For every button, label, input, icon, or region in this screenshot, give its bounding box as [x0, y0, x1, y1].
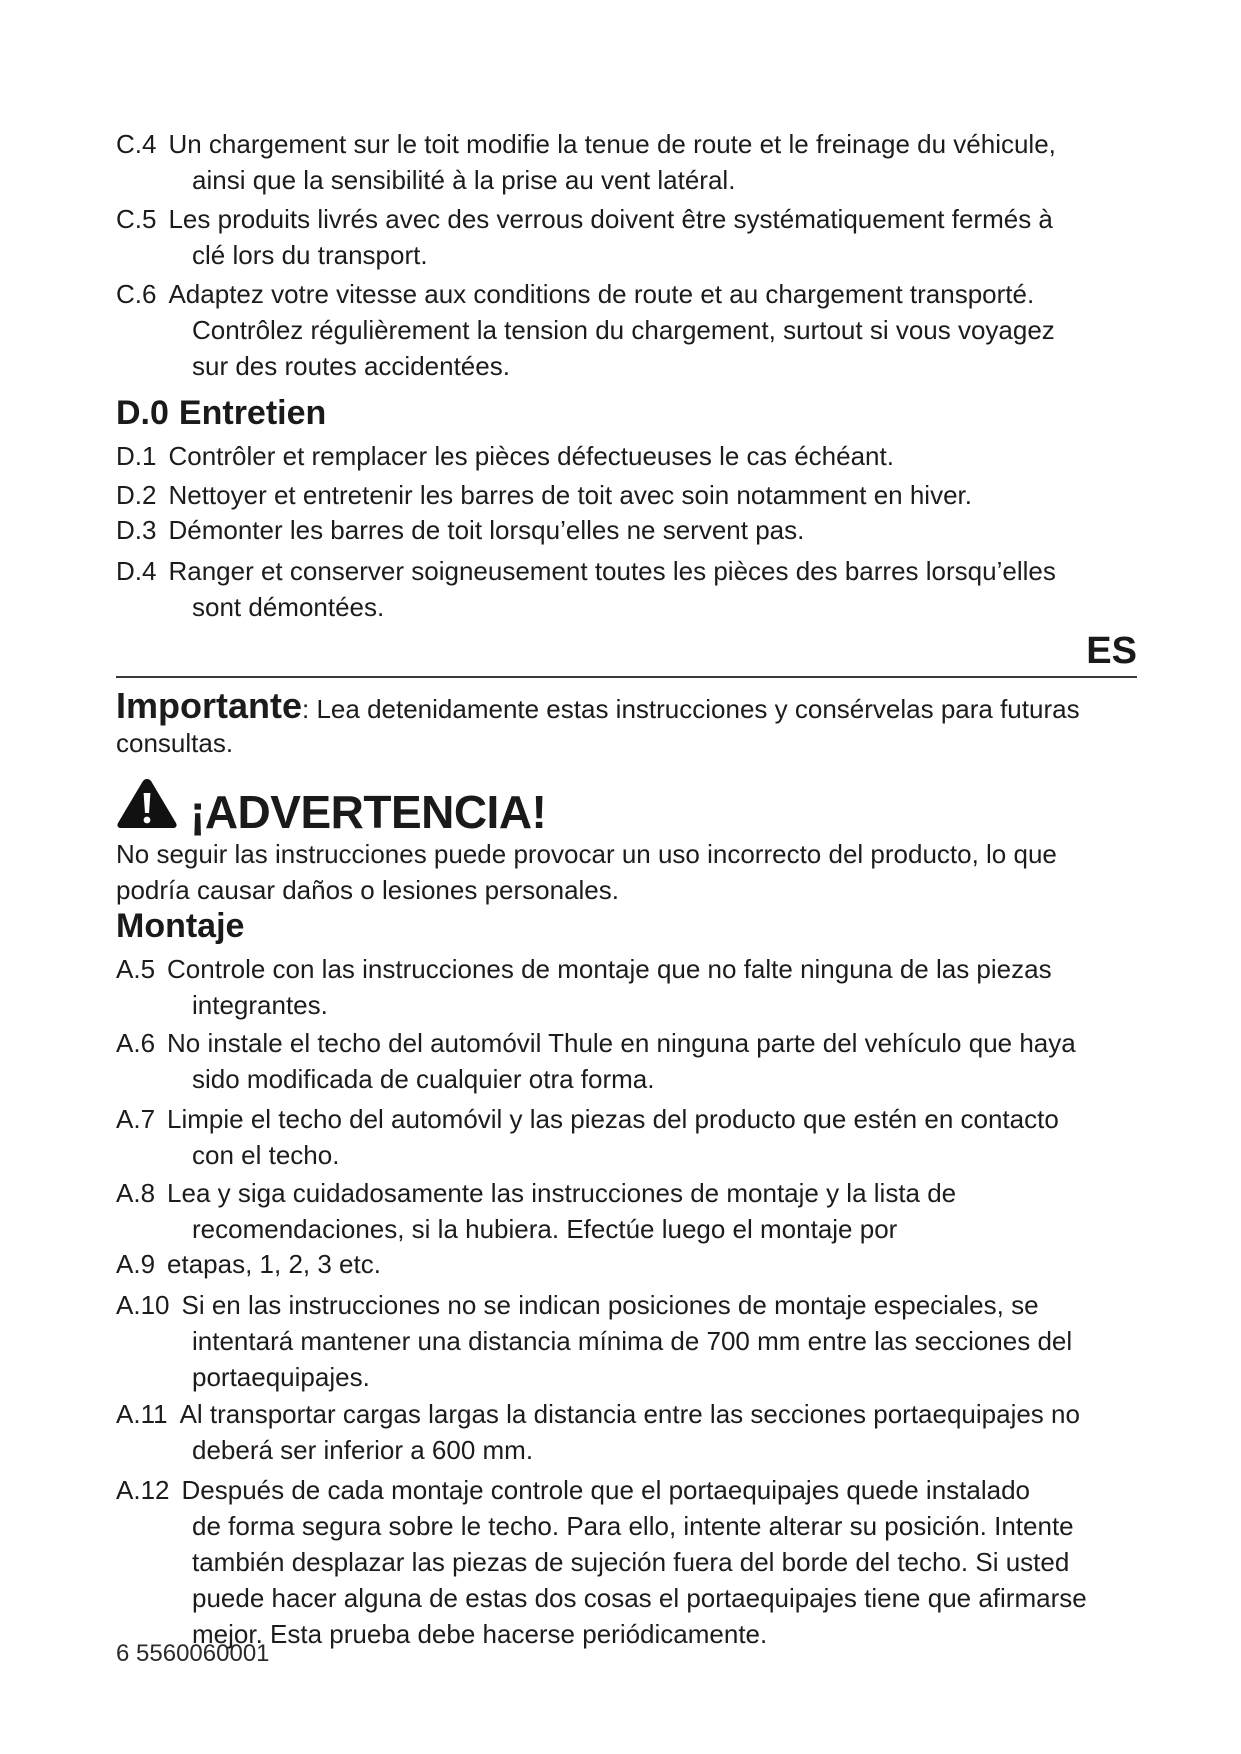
document-code: 5560060001: [136, 1640, 270, 1667]
item-a9: [116, 1246, 381, 1282]
item-label: D.2: [116, 480, 157, 510]
warning-triangle-icon: [116, 776, 178, 830]
item-label: D.1: [116, 441, 157, 471]
item-text: Contrôler et remplacer les pièces défectueuses le cas échéant.: [168, 441, 894, 471]
item-text: Contrôlez régulièrement la tension du chargement, surtout si vous voyagez: [192, 315, 1055, 345]
item-text: recomendaciones, si la hubiera. Efectúe luego el montaje por: [192, 1214, 898, 1244]
item-text: Limpie el techo del automóvil y las piezas del producto que estén en contacto: [167, 1104, 1059, 1134]
item-text: clé lors du transport.: [192, 240, 428, 270]
item-text: Al transportar cargas largas la distancia entre las secciones portaequipajes no: [179, 1399, 1080, 1429]
section-heading-maintenance: [116, 391, 326, 435]
important-note: [116, 684, 1080, 731]
item-c4: [116, 126, 1056, 198]
item-text: etapas, 1, 2, 3 etc.: [167, 1249, 381, 1279]
warning-text: [116, 836, 1057, 908]
item-text: Un chargement sur le toit modifie la tenue de route et le freinage du véhicule,: [168, 129, 1056, 159]
item-label: C.6: [116, 279, 157, 309]
item-a11: [116, 1396, 1080, 1468]
item-text: con el techo.: [192, 1140, 340, 1170]
item-a7: [116, 1101, 1059, 1173]
item-d1: [116, 438, 894, 474]
warning-title: ¡ADVERTENCIA!: [190, 786, 547, 838]
item-label: D.3: [116, 515, 157, 545]
item-text: No instale el techo del automóvil Thule en ninguna parte del vehículo que haya: [167, 1028, 1076, 1058]
item-a8: [116, 1175, 956, 1247]
item-text: intentará mantener una distancia mínima de 700 mm entre las secciones del: [192, 1326, 1073, 1356]
item-text: sont démontées.: [192, 592, 385, 622]
item-text: mejor. Esta prueba debe hacerse periódicamente.: [192, 1619, 768, 1649]
item-text: Ranger et conserver soigneusement toutes les pièces des barres lorsqu’elles: [168, 556, 1056, 586]
section-number: D.0: [116, 394, 169, 432]
item-text: Después de cada montaje controle que el portaequipajes quede instalado: [181, 1475, 1030, 1505]
item-c5: [116, 201, 1053, 273]
item-label: A.11: [116, 1399, 168, 1429]
item-text: integrantes.: [192, 990, 328, 1020]
item-text: Démonter les barres de toit lorsqu’elles ne servent pas.: [168, 515, 805, 545]
item-a6: [116, 1025, 1076, 1097]
item-label: A.9: [116, 1249, 156, 1279]
language-tag: ES: [1086, 630, 1137, 672]
item-d3: [116, 512, 804, 548]
item-text: Nettoyer et entretenir les barres de toit avec soin notamment en hiver.: [168, 480, 972, 510]
item-a12: [116, 1472, 1087, 1652]
item-label: A.5: [116, 954, 156, 984]
item-label: C.5: [116, 204, 157, 234]
warning-text-line: No seguir las instrucciones puede provocar un uso incorrecto del producto, lo que: [116, 839, 1057, 869]
important-text: consultas.: [116, 728, 234, 758]
item-text: Controle con las instrucciones de montaje que no falte ninguna de las piezas: [167, 954, 1052, 984]
item-label: C.4: [116, 129, 157, 159]
important-text: : Lea detenidamente estas instrucciones y consérvelas para futuras: [302, 694, 1080, 724]
section-divider: [116, 676, 1137, 678]
warning-text-line: podría causar daños o lesiones personales.: [116, 875, 619, 905]
item-text: sido modificada de cualquier otra forma.: [192, 1064, 655, 1094]
section-title: Entretien: [178, 394, 327, 432]
item-a10: [116, 1287, 1072, 1395]
item-text: ainsi que la sensibilité à la prise au vent latéral.: [192, 165, 736, 195]
item-a5: [116, 951, 1052, 1023]
item-text: Lea y siga cuidadosamente las instrucciones de montaje y la lista de: [167, 1178, 957, 1208]
item-text: también desplazar las piezas de sujeción fuera del borde del techo. Si usted: [192, 1547, 1070, 1577]
item-label: D.4: [116, 556, 157, 586]
item-label: A.8: [116, 1178, 156, 1208]
item-text: sur des routes accidentées.: [192, 351, 510, 381]
item-label: A.10: [116, 1290, 170, 1320]
item-c6: [116, 276, 1055, 384]
item-text: Les produits livrés avec des verrous doivent être systématiquement fermés à: [168, 204, 1053, 234]
item-label: A.6: [116, 1028, 156, 1058]
section-heading-assembly: Montaje: [116, 907, 245, 945]
page-number: 6: [116, 1640, 130, 1667]
important-label: Importante: [116, 685, 303, 726]
item-text: puede hacer alguna de estas dos cosas el portaequipajes tiene que afirmarse: [192, 1583, 1087, 1613]
item-text: de forma segura sobre le techo. Para ello, intente alterar su posición. Intente: [192, 1511, 1074, 1541]
item-text: Adaptez votre vitesse aux conditions de route et au chargement transporté.: [168, 279, 1035, 309]
item-text: deberá ser inferior a 600 mm.: [192, 1435, 534, 1465]
page-footer: [116, 1639, 270, 1669]
item-label: A.7: [116, 1104, 156, 1134]
important-note-continuation: [116, 725, 233, 761]
item-label: A.12: [116, 1475, 170, 1505]
item-d4: [116, 553, 1056, 625]
item-text: Si en las instrucciones no se indican posiciones de montaje especiales, se: [181, 1290, 1039, 1320]
item-d2: [116, 477, 972, 513]
item-text: portaequipajes.: [192, 1362, 370, 1392]
